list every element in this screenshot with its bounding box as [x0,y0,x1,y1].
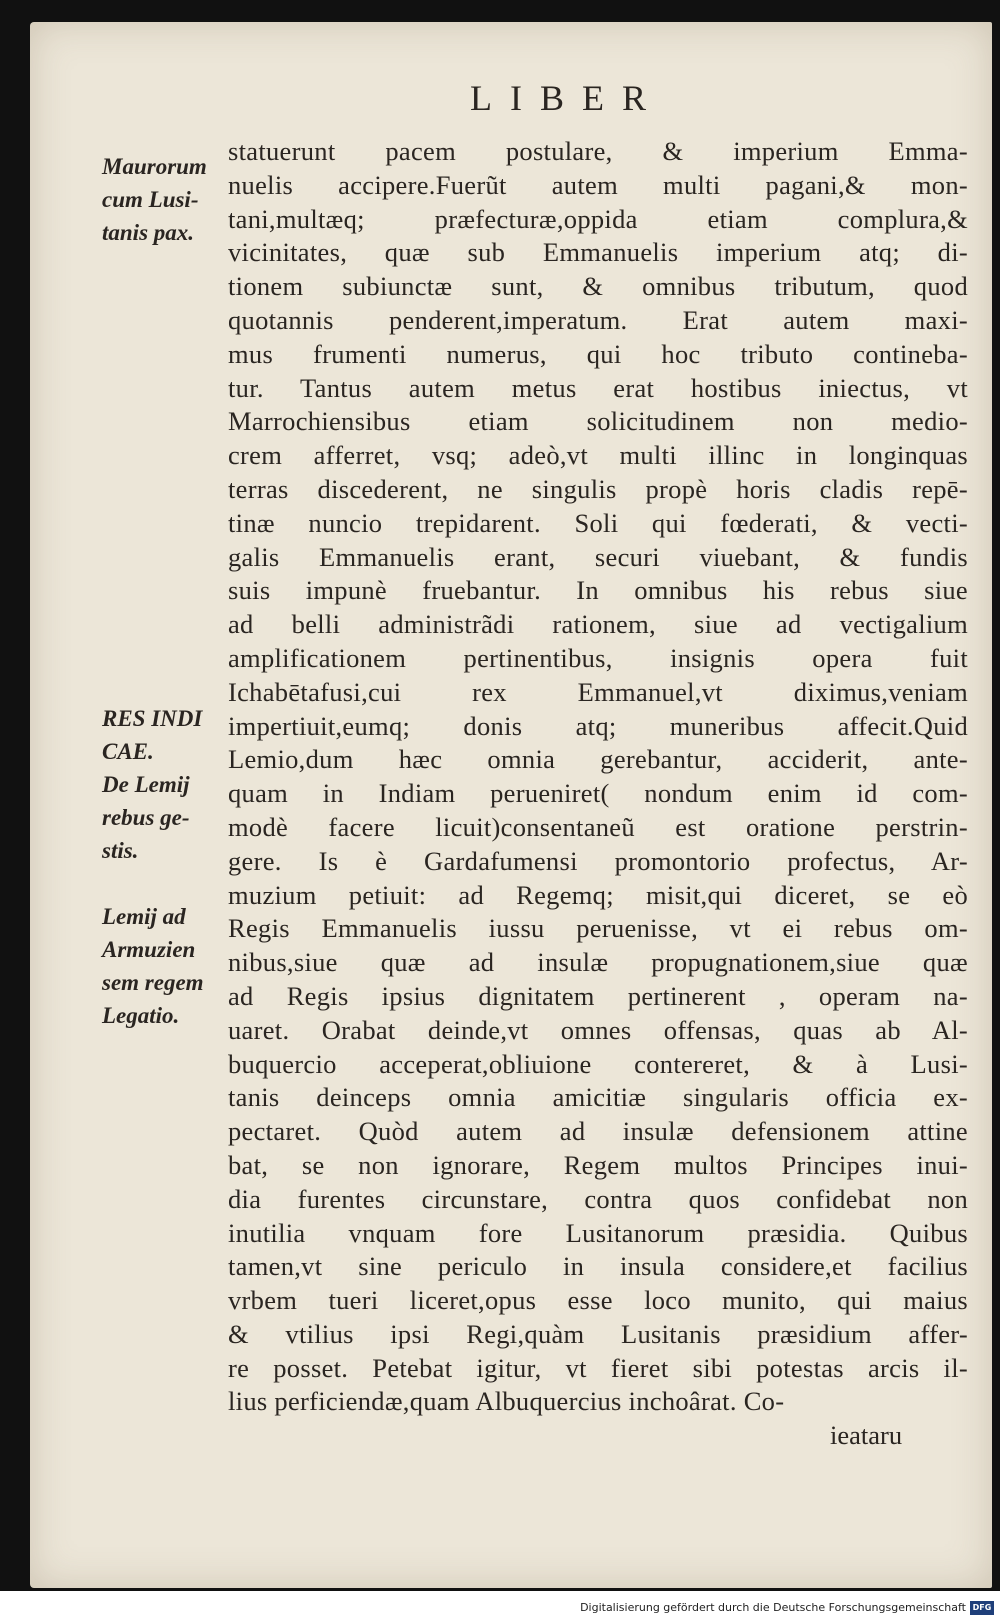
footer-bar [0,1591,1000,1621]
text-line: pectaret. Quòd autem ad insulæ defensionem attine [228,1116,968,1147]
text-line: quotannis penderent,imperatum. Erat autem maxi- [228,304,968,335]
text-line: tanis deinceps omnia amicitiæ singularis officia ex- [228,1082,968,1113]
dfg-logo-icon: DFG [970,1601,994,1615]
text-line: Marrochiensibus etiam solicitudinem non medio- [228,406,968,437]
text-line: inutilia vnquam fore Lusitanorum præsidia. Quibus [228,1217,968,1248]
text-line: modè facere licuit)consentaneũ est oratione perstrin- [228,811,968,842]
margin-note-pax: Maurorum cum Lusi- tanis pax. [102,154,207,245]
text-line: impertiuit,eumq; donis atq; muneribus affecit.Quid [228,710,968,741]
text-line: gere. Is è Gardafumensi promontorio profectus, Ar- [228,845,968,876]
text-line: terras discederent, ne singulis propè horis cladis repē- [228,473,968,504]
text-line: muzium petiuit: ad Regemq; misit,qui diceret, se eò [228,879,968,910]
text-line: nibus,siue quæ ad insulæ propugnationem,siue quæ [228,947,968,978]
text-line: mus frumenti numerus, qui hoc tributo contineba- [228,338,968,369]
text-line: vrbem tueri liceret,opus esse loco munito, qui maius [228,1285,968,1316]
text-line: nuelis accipere.Fuerũt autem multi pagani,& mon- [228,169,968,200]
text-line: Lemio,dum hæc omnia gerebantur, acciderit, ante- [228,744,968,775]
running-head: LIBER [470,78,664,118]
book-page [30,22,992,1588]
text-line: statuerunt pacem postulare, & imperium Emma- [228,136,968,166]
text-line: Ichabētafusi,cui rex Emmanuel,vt diximus,veniam [228,676,968,707]
text-line: tani,multæq; præfecturæ,oppida etiam complura,& [228,203,968,234]
margin-note-res-indicae: RES INDI CAE. De Lemij rebus ge- stis. [102,706,203,863]
text-line: vicinitates, quæ sub Emmanuelis imperium atq; di- [228,237,968,268]
text-line: tionem subiunctæ sunt, & omnibus tributum, quod [228,271,968,302]
text-line: amplificationem pertinentibus, insignis opera fuit [228,642,968,673]
text-line: Regis Emmanuelis iussu peruenisse, vt ei rebus om- [228,913,968,944]
body-text [228,135,968,1419]
text-line: quam in Indiam perueniret( nondum enim id com- [228,778,968,809]
text-line: bat, se non ignorare, Regem multos Principes inui- [228,1149,968,1180]
text-line: lius perficiendæ,quam Albuquercius inchoârat. Co- [228,1386,785,1417]
text-line: re posset. Petebat igitur, vt fieret sibi potestas arcis il- [228,1352,968,1383]
text-line: ad belli administrãdi rationem, siue ad vectigalium [228,609,968,640]
text-line: suis impunè fruebantur. In omnibus his rebus siue [228,575,968,606]
text-line: ad Regis ipsius dignitatem pertinerent , operam na- [228,980,968,1011]
catchword: ieataru [830,1420,903,1450]
text-line: crem afferret, vsq; adeò,vt multi illinc in longinquas [228,440,968,471]
text-line: galis Emmanuelis erant, securi viuebant, & fundis [228,541,968,572]
text-line: buquercio acceperat,obliuione contereret, & à Lusi- [228,1048,968,1079]
text-line: tinæ nuncio trepidarent. Soli qui fœderati, & vecti- [228,507,968,538]
margin-note-legatio: Lemij ad Armuzien sem regem Legatio. [102,904,204,1028]
text-line: & vtilius ipsi Regi,quàm Lusitanis præsidium affer- [228,1318,968,1349]
footer-credit: Digitalisierung gefördert durch die Deutsche Forschungsgemeinschaft [580,1601,966,1614]
text-line: dia furentes circunstare, contra quos confidebat non [228,1183,968,1214]
text-line: tamen,vt sine periculo in insula considere,et facilius [228,1251,968,1282]
text-line: tur. Tantus autem metus erat hostibus iniectus, vt [228,372,968,403]
text-line: uaret. Orabat deinde,vt omnes offensas, quas ab Al- [228,1014,968,1045]
